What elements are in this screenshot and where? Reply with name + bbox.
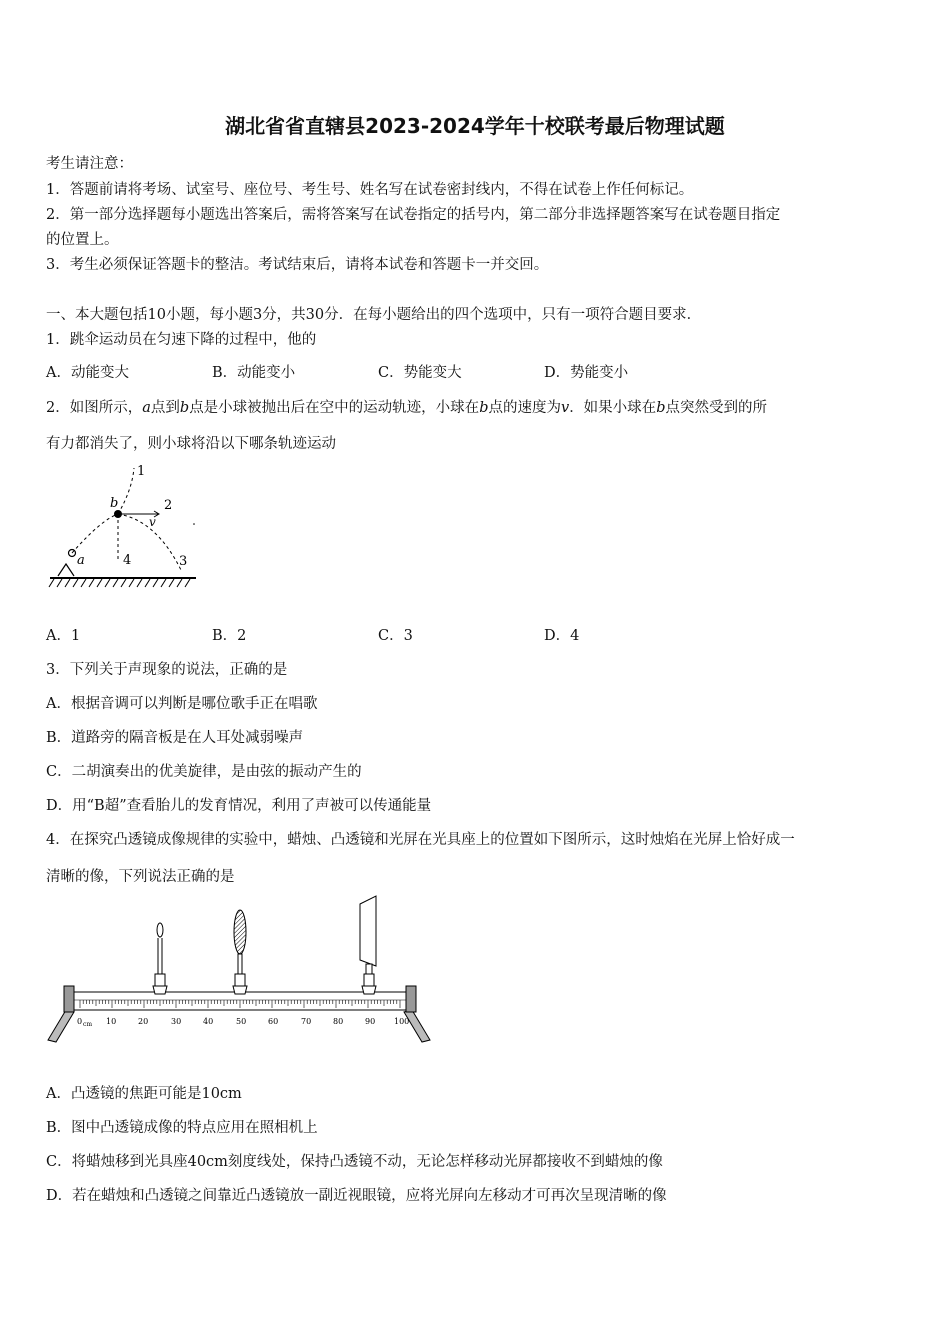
q3-option-a: A．根据音调可以判断是哪位歌手正在唱歌 [46,696,318,712]
q2-option-c: C．3 [378,628,413,644]
q2-stem-part: 点到 [150,400,180,416]
q4-option-d: D．若在蜡烛和凸透镜之间靠近凸透镜放一副近视眼镜，应将光屏向左移动才可再次呈现清晰的像 [46,1188,667,1204]
q4-option-c: C．将蜡烛移到光具座40cm刻度线处，保持凸透镜不动，无论怎样移动光屏都接收不到蜡烛的像 [46,1154,663,1170]
q2-stem-var-b: b [179,400,190,416]
q2-option-b: B．2 [212,628,247,644]
section-heading: 一、本大题包括10小题，每小题3分，共30分．在每小题给出的四个选项中，只有一项符合题目要求． [46,307,702,323]
q4-option-b: B．图中凸透镜成像的特点应用在照相机上 [46,1120,318,1136]
q2-stem-part: 点的速度为 [488,400,561,416]
q2-options [46,624,710,645]
q1-option-a: A．动能变大 [46,365,129,381]
q2-stem-part: ．如果小球在 [569,400,657,416]
q1-stem: 1．跳伞运动员在匀速下降的过程中，他的 [46,332,317,348]
q2-stem-var-a: a [142,400,151,416]
notice-item-3: 3．考生必须保证答题卡的整洁。考试结束后，请将本试卷和答题卡一并交回。 [46,257,549,273]
q2-option-a: A．1 [46,628,81,644]
notice-item-1: 1．答题前请将考场、试室号、座位号、考生号、姓名写在试卷密封线内，不得在试卷上作任何标记。 [46,182,694,198]
q4-option-a: A．凸透镜的焦距可能是10cm [46,1086,242,1102]
q2-stem-line2: 有力都消失了，则小球将沿以下哪条轨迹运动 [46,436,336,452]
ruler-label-10: 10 [106,1017,117,1026]
q2-fig-label-3: 3 [179,554,188,569]
q4-stem-line1: 4．在探究凸透镜成像规律的实验中，蜡烛、凸透镜和光屏在光具座上的位置如下图所示，这时烛焰在光屏上恰好成一 [46,832,795,848]
q2-fig-label-2: 2 [164,498,173,513]
q2-stem-var-b: b [479,400,489,416]
q2-option-d: D．4 [544,628,580,644]
ruler-label-100: 100 [394,1017,410,1026]
q2-stem-part: 2．如图所示， [46,400,143,416]
ruler-label-40: 40 [203,1017,214,1026]
ruler-label-cm: cm [83,1021,93,1028]
q2-fig-label-v: v [149,515,156,529]
q2-fig-label-1: 1 [137,464,146,479]
ruler-label-0: 0 [77,1017,83,1026]
q3-option-d: D．用“B超”查看胎儿的发育情况，利用了声被可以传通能量 [46,798,432,814]
notice-item-2-cont: 的位置上。 [46,232,119,248]
q2-stem-part: 点突然受到的所 [665,400,767,416]
q3-option-c: C．二胡演奏出的优美旋律，是由弦的振动产生的 [46,764,362,780]
q1-option-b: B．动能变小 [212,365,296,381]
q1-option-d: D．势能变小 [544,365,629,381]
q4-optical-bench-figure [44,890,440,1050]
ruler-label-70: 70 [301,1017,312,1026]
q2-stem-line1 [46,396,767,417]
ruler-label-30: 30 [171,1017,182,1026]
q4-stem-line2: 清晰的像，下列说法正确的是 [46,869,235,885]
q1-options [46,361,710,382]
q2-stem-var-v: v [560,400,570,416]
q2-stem-var-b: b [656,400,666,416]
notice-heading: 考生请注意： [46,156,133,172]
ruler-label-90: 90 [365,1017,376,1026]
ruler-label-20: 20 [138,1017,149,1026]
ruler-label-60: 60 [268,1017,279,1026]
q2-trajectory-figure [46,460,206,590]
q2-fig-label-a: a [77,553,85,568]
q3-option-b: B．道路旁的隔音板是在人耳处减弱噪声 [46,730,304,746]
page-title: 湖北省省直辖县2023-2024学年十校联考最后物理试题 [225,114,725,138]
q1-option-c: C．势能变大 [378,365,462,381]
ruler-label-80: 80 [333,1017,344,1026]
notice-item-2: 2．第一部分选择题每小题选出答案后，需将答案写在试卷指定的括号内，第二部分非选择题答案写在试卷题目指定 [46,207,781,223]
q3-stem: 3．下列关于声现象的说法，正确的是 [46,662,288,678]
q2-fig-label-b: b [110,496,119,511]
q2-fig-label-4: 4 [123,553,132,568]
ruler-label-50: 50 [236,1017,247,1026]
q2-stem-part: 点是小球被抛出后在空中的运动轨迹，小球在 [189,400,480,416]
